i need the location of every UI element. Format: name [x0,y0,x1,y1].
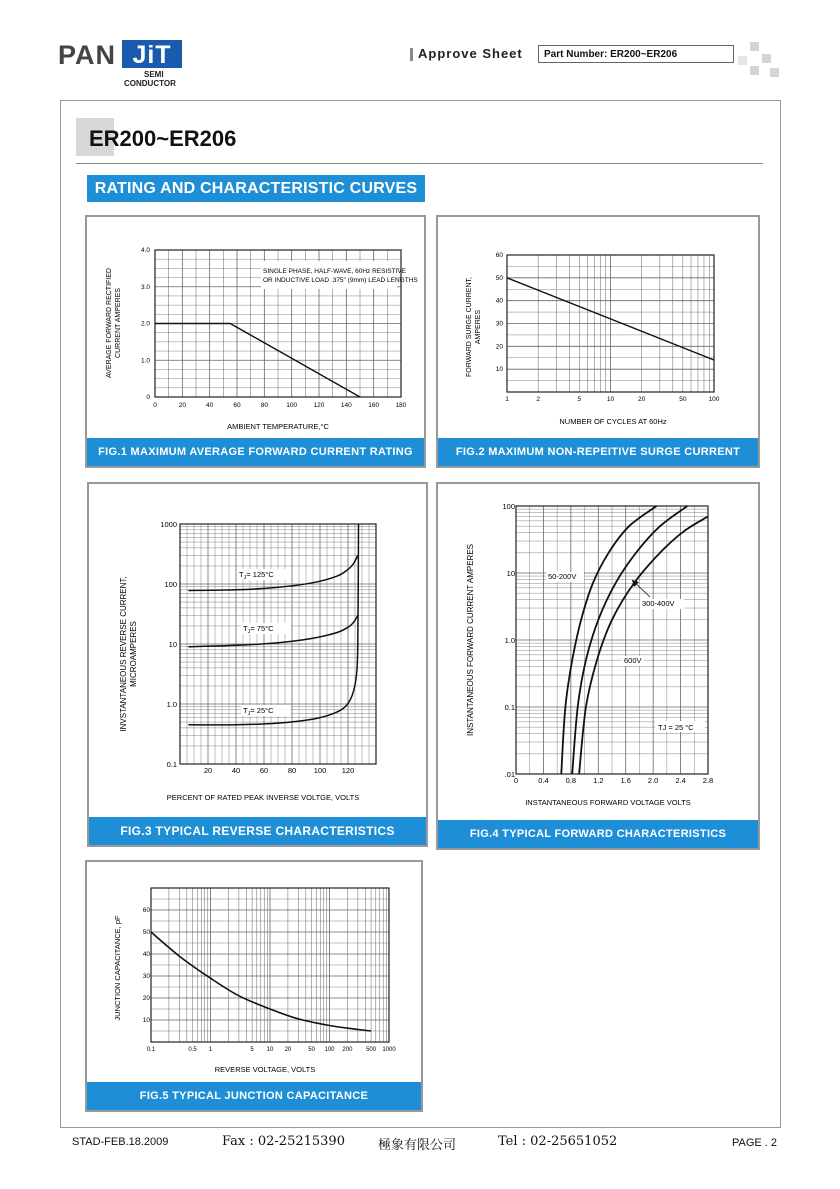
fig5-y-tick: 10 [142,1017,150,1024]
fig4-x-tick: 2.0 [647,776,659,785]
fig5-x-tick: 1 [208,1047,213,1053]
approve-marker [410,48,413,61]
fig4-y-tick: 1.0 [504,636,515,645]
fig3-x-tick: 80 [287,766,297,775]
fig1-x-tick: 40 [206,402,214,409]
fig1-y-tick: 0 [146,394,150,401]
fig5-x-tick: 50 [308,1047,315,1053]
fig3-x-tick: 100 [313,766,327,775]
fig2-caption: FIG.2 MAXIMUM NON-REPEITIVE SURGE CURRENT [438,438,758,466]
fig5-x-tick: 0.1 [146,1047,156,1053]
fig4-x-tick: 0 [513,776,519,785]
title-divider [76,163,763,164]
fig1-y-axis-label-2: CURRENT AMPERES [115,288,122,358]
fig2-x-tick: 10 [606,396,615,403]
fig2-y-tick: 20 [495,343,503,351]
fig4-y-tick: 0.1 [504,703,515,712]
fig2-x-tick: 5 [577,396,582,403]
fig2-y-tick: 40 [495,297,503,305]
fig2-y-axis-label-2: AMPERES [475,309,482,345]
logo-jit-text: JiT [122,40,182,68]
fig2-x-axis-label: NUMBER OF CYCLES AT 60Hz [559,417,667,426]
fig1-chart [87,217,424,437]
fig4-x-axis-label: INSTANTANEOUS FORWARD VOLTAGE VOLTS [525,798,691,807]
fig2-x-tick: 20 [638,396,646,403]
fig1-y-tick: 2.0 [140,320,150,328]
fig5-y-tick: 60 [142,907,150,914]
logo-conductor-text: CONDUCTOR [124,79,176,88]
fig1-caption: FIG.1 MAXIMUM AVERAGE FORWARD CURRENT RATING [87,438,424,466]
fig5-y-axis-label: JUNCTION CAPACITANCE, pF [113,915,122,1021]
part-number-label: Part Number: [544,49,608,60]
fig2-chart [438,217,758,437]
fig3-x-tick: 20 [203,766,213,775]
fig1-x-tick: 140 [340,402,352,409]
fig5-x-tick: 500 [366,1047,377,1053]
fig2-y-axis-label-1: FORWARD SURGE CURRENT, [466,277,473,377]
fig3-x-tick: 60 [259,766,269,775]
fig3-series-label: $T_J= 125^\circ C$ [239,570,274,581]
fig1-x-tick: 60 [233,402,241,409]
logo-semi-text: SEMI [144,70,164,79]
fig3-x-tick: 40 [231,766,241,775]
fig2-y-tick: 30 [495,320,503,328]
fig3-panel [87,482,428,847]
fig3-y-tick: 1.0 [166,700,177,709]
fig1-y-tick: 1.0 [140,357,150,365]
fig3-y-axis-label-1: INVSTANTANEOUS REVERSE CURRENT, [119,576,128,732]
fig3-y-tick: 0.1 [166,760,177,769]
fig3-label-text: = 75°C [250,624,274,633]
footer-date-code: STAD-FEB.18.2009 [72,1136,169,1148]
fig1-x-unit: °C [320,422,329,431]
fig3-y-tick: 1000 [160,520,177,529]
fig2-y-tick: 50 [495,274,503,282]
fig5-y-tick: 30 [142,973,150,980]
fig1-x-tick: 180 [395,402,407,409]
fig4-y-tick: 100 [502,502,515,511]
fig3-x-tick: 120 [341,766,355,775]
fig1-x-tick: 160 [368,402,380,409]
part-number-value: ER200~ER206 [610,49,678,60]
fig1-y-tick: 3.0 [140,283,150,291]
footer-fax: Fax : 02-25215390 [222,1134,345,1149]
fig1-y-tick: 4.0 [140,247,150,254]
footer-company: 極象有限公司 [378,1138,457,1153]
fig4-caption: FIG.4 TYPICAL FORWARD CHARACTERISTICS [438,820,758,848]
fig5-x-tick: 5 [250,1047,254,1053]
part-number-box [538,45,734,63]
fig4-series-label: 600V [624,656,642,665]
fig3-x-axis-label: PERCENT OF RATED PEAK INVERSE VOLTGE, VOLTS [166,793,360,802]
fig2-x-tick: 100 [708,396,720,403]
fig5-x-axis-label: REVERSE VOLTAGE, VOLTS [214,1065,316,1074]
approve-sheet-label: Approve Sheet [418,46,523,61]
fig3-caption: FIG.3 TYPICAL REVERSE CHARACTERISTICS [89,817,426,845]
fig5-chart [87,862,421,1082]
footer-page-number: PAGE . 2 [732,1137,778,1149]
fig5-x-tick: 1000 [382,1047,396,1053]
page-title: ER200~ER206 [89,126,237,151]
fig5-x-tick: 100 [324,1047,335,1053]
fig1-x-tick: 20 [178,402,186,409]
fig1-x-tick: 120 [313,402,325,409]
fig4-x-tick: 0.8 [565,776,577,785]
fig2-panel [436,215,760,468]
fig4-x-tick: 1.2 [593,776,604,785]
fig3-label-text: = 125°C [246,570,274,579]
fig3-label-subscript: J [243,575,247,581]
fig3-label-text: = 25°C [250,706,274,715]
fig1-x-tick: 80 [260,402,268,409]
fig5-panel [85,860,423,1112]
fig4-x-tick: 0.4 [538,776,549,785]
fig4-y-tick: .01 [504,770,515,779]
fig5-capacitance-curve [151,932,371,1031]
fig3-y-tick: 10 [168,640,177,649]
fig5-x-tick: 20 [284,1047,292,1053]
fig1-x-tick: 0 [153,402,157,409]
fig3-y-axis-label-2: MICROAMPERES [129,621,138,687]
fig5-x-tick: 0.5 [188,1047,197,1053]
fig5-y-tick: 50 [142,929,150,936]
fig5-x-tick: 10 [266,1047,274,1053]
fig1-x-axis-label: AMBIENT TEMPERATURE,°C [227,422,329,431]
fig4-series-label: 300-400V [642,599,675,608]
fig3-series-label: $T_J= 25^\circ C$ [243,706,274,717]
fig1-x-tick: 100 [286,402,298,409]
fig4-x-tick: 2.4 [675,776,686,785]
fig4-x-tick: 1.6 [620,776,631,785]
fig4-x-tick: 2.8 [702,776,714,785]
fig3-label-subscript: J [247,629,251,635]
fig1-annotation-line1: SINGLE PHASE, HALF-WAVE, 60Hz RESISTIVE [263,268,407,275]
fig1-y-axis-label-1: AVERAGE FORWARD RECTIFIED [106,268,113,378]
fig1-panel [85,215,426,468]
fig5-y-tick: 40 [142,951,150,958]
fig3-y-tick: 100 [164,580,177,589]
fig3-series-label: $T_J= 75^\circ C$ [243,624,274,635]
fig5-x-tick: 200 [342,1047,353,1053]
fig4-panel [436,482,760,850]
fig5-y-tick: 20 [142,995,150,1002]
fig2-x-tick: 2 [536,396,540,403]
footer-tel: Tel : 02-25651052 [498,1134,618,1149]
section-banner: RATING AND CHARACTERISTIC CURVES [87,175,425,202]
fig4-y-tick: 10 [506,569,515,578]
fig4-y-axis-label: INSTANTANEOUS FORWARD CURRENT AMPERES [466,543,475,737]
fig1-annotation-bg [261,261,397,289]
fig3-chart [89,484,426,816]
fig2-y-tick: 10 [495,366,503,374]
fig1-annotation-line2: OR INDUCTIVE LOAD .375" (9mm) LEAD LENGTHS [263,277,418,284]
fig2-x-tick: 1 [505,396,509,403]
fig4-chart [438,484,758,819]
fig5-caption: FIG.5 TYPICAL JUNCTION CAPACITANCE [87,1082,421,1110]
fig3-label-subscript: J [247,711,251,717]
fig4-temperature-note: TJ = 25 °C [658,723,694,732]
logo-pan-text: PAN [58,40,117,70]
fig2-x-tick: 50 [679,396,687,403]
fig2-y-tick: 60 [495,252,503,259]
fig4-series-label: 50-200V [548,572,577,581]
